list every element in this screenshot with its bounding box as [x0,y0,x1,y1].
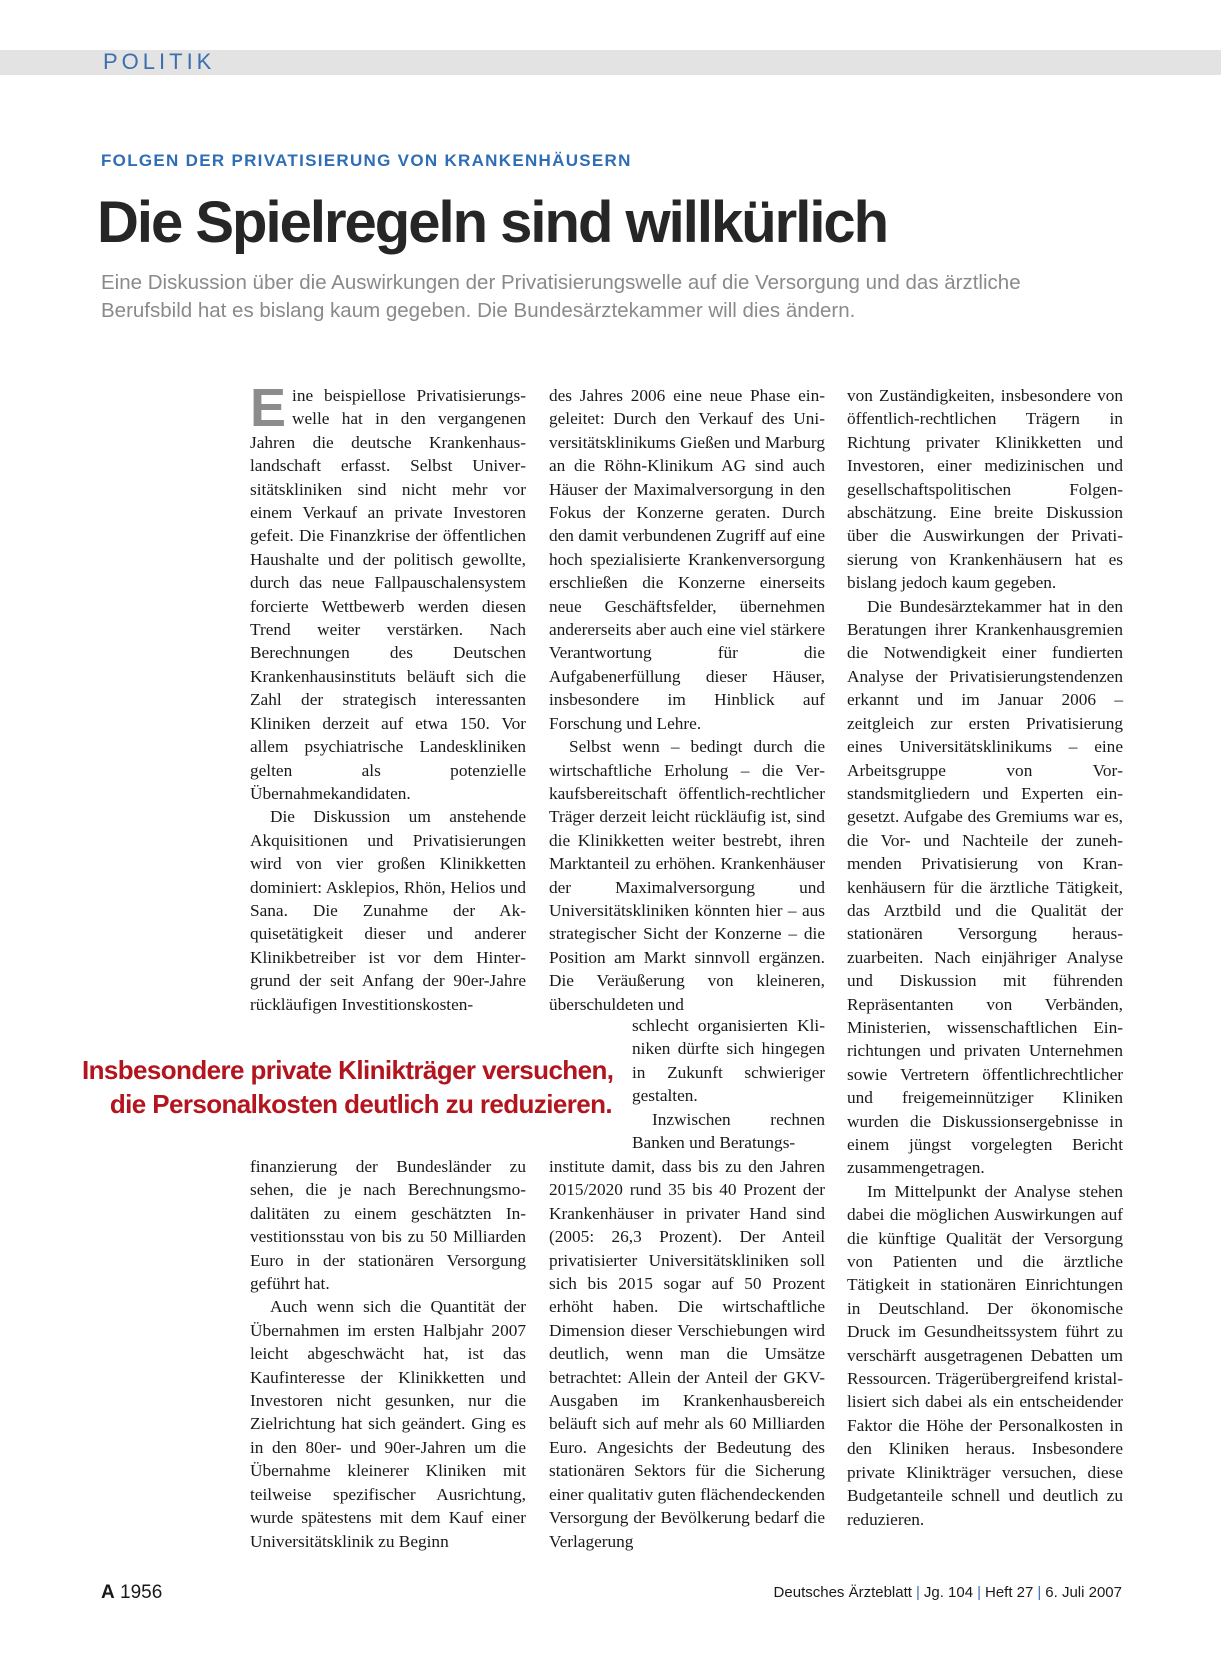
separator: | [1037,1584,1042,1601]
pull-quote-line: die Personalkosten deutlich zu reduzieren. [109,1089,612,1119]
journal-issue: Heft 27 [984,1584,1034,1601]
paragraph: Inzwischen rechnen Banken und Beratungs- [632,1109,825,1153]
paragraph: schlecht organisierten Kliniken dürfte sich hingegen in Zukunft schwieriger gestalten. [632,1016,825,1106]
paragraph: von Zuständigkeiten, insbesondere von öffentlich-rechtlichen Trägern in Richtung privater Klinikketten und Investoren, einer medizinischen und gesellschaftspolitischen Folgenabschätzung. Eine breite Diskussion über die Auswirkungen der Privatisierung von Krankenhäusern hat es bislang jedoch kaum gegeben. [847,386,1123,593]
column-1-top [250,378,526,1016]
paragraph: Im Mittelpunkt der Analyse stehen dabei die möglichen Auswirkungen auf die künftige Qualität der Versorgung von Patienten und die ärztliche Tätigkeit in stationären Einrichtungen in Deutschland. Der ökonomische Druck im Gesundheitssystem führt zu verschärft ausgetragenen Debatten um Ressourcen. Trägerübergreifend kristallisiert sich dabei als ein entscheidender Faktor die Höhe der Personalkosten in den Kliniken heraus. Insbesondere private Klinikträger versuchen, diese Budgetanteile schnell und deutlich zu reduzieren. [847,1181,1123,1529]
separator: | [977,1584,981,1601]
pull-quote [82,1053,612,1121]
page-number [101,1582,162,1604]
pull-quote-line: Insbesondere private Klinikträger versuchen, [82,1055,614,1085]
paragraph: institute damit, dass bis zu den Jahren 2015/2020 rund 35 bis 40 Prozent der Krankenhäuser in privater Hand sind (2005: 26,3 Prozent). Der Anteil privatisierter Universitätskliniken soll sich bis 2015 sogar auf 50 Prozent erhöht haben. Die wirtschaftliche Dimension dieser Verschiebungen wird deutlich, wenn man die Umsätze betrachtet: Allein der Anteil der GKV-Ausgaben im Krankenhausbereich beläuft sich auf mehr als 60 Milliarden Euro. Angesichts der Bedeutung des stationären Sektors für die Sicherung einer qualitativ guten flächendeckenden Versorgung der Bevölkerung bedarf die Verlagerung [549,1157,825,1551]
journal-volume: Jg. 104 [923,1584,974,1601]
paragraph [250,378,526,805]
paragraph: des Jahres 2006 eine neue Phase eingeleitet: Durch den Verkauf des Universitätsklinikums Gießen und Marburg an die Röhn-Klinikum AG sind auch Häuser der Maximalversorgung in den Fokus der Konzerne geraten. Durch den damit verbundenen Zugriff auf eine hoch spezialisierte Krankenversorgung erschließen die Konzerne einerseits neue Geschäftsfelder, übernehmen andererseits aber auch eine viel stärkere Verantwortung für die Aufgabenerfüllung dieser Häuser, insbesondere im Hinblick auf Forschung und Lehre. [549,386,825,733]
column-2-top [549,384,825,1016]
paragraph: Selbst wenn – bedingt durch die wirtschaftliche Erholung – die Verkaufsbereitschaft öffentlich-rechtlicher Träger derzeit leicht rückläufig ist, sind die Klinikketten weiter bestrebt, ihren Marktanteil zu erhöhen. Krankenhäuser der Maximalversorgung und Universitätskliniken könnten hier – aus strategischer Sicht der Konzerne – die Position am Markt sinnvoll ergänzen. Die Veräußerung von kleineren, überschuldeten und [549,737,825,1014]
page-prefix: A [101,1582,115,1603]
column-2-bottom [549,1155,825,1553]
separator: | [915,1584,920,1601]
section-label: POLITIK [103,49,216,74]
journal-name: Deutsches Ärzteblatt [773,1584,912,1601]
drop-cap: E [250,378,287,438]
paragraph: Auch wenn sich die Quantität der Übernahmen im ersten Halbjahr 2007 leicht abgeschwächt hat, ist das Kaufinteresse der Klinikketten und Investoren nicht gesunken, nur die Zielrichtung hat sich geändert. Ging es in den 80er- und 90er-Jahren um die Übernahme kleinerer Kliniken mit teilweise spezifischer Ausrichtung, wurde spätestens mit dem Kauf einer Universitätsklinik zu Beginn [250,1297,526,1551]
paragraph: finanzierung der Bundesländer zu sehen, die je nach Berechnungsmodalitäten zu einem geschätzten Investitionsstau von bis zu 50 Milliarden Euro in der stationären Versorgung geführt hat. [250,1157,526,1294]
column-3 [847,384,1123,1531]
paragraph: Die Diskussion um anstehende Akquisitionen und Privatisierungen wird von vier großen Klinikketten dominiert: Asklepios, Rhön, Helios und Sana. Die Zunahme der Akquisetätigkeit dieser und anderer Klinikbetreiber ist vor dem Hintergrund der seit Anfang der 90er-Jahre rückläufigen Investitionskosten- [250,807,526,1014]
journal-date: 6. Juli 2007 [1045,1584,1122,1601]
column-2-narrow [632,1014,825,1154]
paragraph: Die Bundesärztekammer hat in den Beratungen ihrer Krankenhausgremien die Notwendigkeit einer fundierten Analyse der Privatisierungstendenzen erkannt und im Januar 2006 – zeitgleich zur ersten Privatisierung eines Universitätsklinikums – eine Arbeitsgruppe von Vorstandsmitgliedern und Experten eingesetzt. Aufgabe des Gremiums war es, die Vor- und Nachteile der zunehmenden Privatisierung von Krankenhäusern für die ärztliche Tätigkeit, das Arztbild und die Qualität der stationären Versorgung herauszuarbeiten. Nach einjähriger Analyse und Diskussion mit führenden Repräsentanten von Verbänden, Ministerien, wissenschaftlichen Einrichtungen und privaten Unternehmen sowie Vertretern öffentlichrechtlicher und freigemeinnütziger Kliniken wurden die Diskussionsergebnisse in einem jüngst vorgelegten Bericht zusammengetragen. [847,596,1123,1178]
article-lead: Eine Diskussion über die Auswirkungen der Privatisierungswelle auf die Versorgung und das ärztliche Berufsbild hat es bislang kaum gegeben. Die Bundesärztekammer will dies ändern. [101,271,1021,322]
article-kicker: FOLGEN DER PRIVATISIERUNG VON KRANKENHÄUSERN [101,151,632,170]
journal-info [774,1584,1122,1601]
column-1-bottom [250,1155,526,1553]
article-headline: Die Spielregeln sind willkürlich [97,190,888,255]
page-number-value: 1956 [120,1582,163,1603]
paragraph-text: ine beispiellose Privatisierungswelle hat in den vergangenen Jahren die deutsche Krankenhauslandschaft erfasst. Selbst Universitätskliniken sind nicht mehr vor einem Verkauf an private Investoren gefeit. Die Finanzkrise der öffentlichen Haushalte und der politisch gewollte, durch das neue Fallpauschalensystem forcierte Wettbewerb werden diesen Trend weiter verstärken. Nach Berechnungen des Deutschen Krankenhausinstituts beläuft sich die Zahl der strategisch interessanten Kliniken derzeit auf etwa 150. Vor allem psychiatrische Landeskliniken gelten als potenzielle Übernahmekandidaten. [250,386,526,803]
